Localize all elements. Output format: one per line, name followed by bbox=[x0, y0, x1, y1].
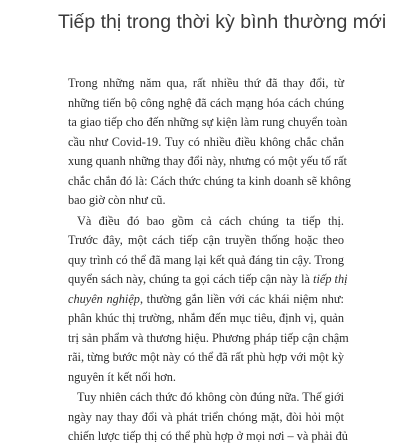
paragraph-2 bbox=[68, 212, 349, 388]
text-line: phân khúc thị trường, nhắm đến mục tiêu, định vị, quản bbox=[68, 311, 344, 325]
text-line: rãi, từng bước một này có thể đã rất phù hợp với một kỳ bbox=[68, 350, 344, 364]
text-segment: , thường gắn liền với các khái niệm như: bbox=[139, 291, 344, 306]
text-line bbox=[68, 270, 348, 290]
text-line: nguyên ít kết nối hơn. bbox=[68, 369, 176, 384]
chapter-title: Tiếp thị trong thời kỳ bình thường mới bbox=[58, 11, 387, 33]
text-line: ngày nay thay đổi và phát triển chóng mặt, đòi hỏi một bbox=[68, 409, 344, 424]
text-line: chiến lược tiếp thị có thể phù hợp ở mọi nơi – và phải đủ bbox=[68, 429, 348, 443]
text-line: ta giao tiếp cho đến những sự kiện làm rung chuyển toàn bbox=[68, 115, 348, 129]
text-line: quy trình có thể đã mang lại kết quả đáng tin cậy. Trong bbox=[68, 252, 344, 267]
paragraph-1 bbox=[68, 74, 351, 211]
text-line: chắc chắn đó là: Cách thức chúng ta kinh doanh sẽ không bbox=[68, 173, 351, 188]
text-line: những tiến bộ công nghệ đã cách mạng hóa cách chúng bbox=[68, 95, 344, 110]
text-segment: quyển sách này, chúng ta gọi cách tiếp cận này là bbox=[68, 272, 310, 286]
text-line: cầu như Covid-19. Tuy có nhiều điều không chắc chắn bbox=[68, 134, 344, 149]
text-line: bao giờ còn như cũ. bbox=[68, 193, 166, 207]
text-line: Tuy nhiên cách thức đó không còn đúng nữa. Thế giới bbox=[77, 390, 344, 404]
text-line: trị sản phẩm và thương hiệu. Phương pháp tiếp cận chậm bbox=[68, 330, 349, 345]
text-line: Trong những năm qua, rất nhiều thứ đã thay đổi, từ bbox=[68, 76, 344, 90]
paragraph-3 bbox=[68, 388, 348, 447]
italic-term: chuyên nghiệp bbox=[68, 291, 140, 306]
text-line: Trước đây, một cách tiếp cận truyền thống hoặc theo bbox=[68, 233, 344, 247]
text-line bbox=[68, 290, 344, 310]
text-line: xung quanh những thay đổi này, nhưng có một yếu tố rất bbox=[68, 154, 347, 168]
body-text bbox=[68, 74, 351, 447]
text-line: Và điều đó bao gồm cả cách chúng ta tiếp thị. bbox=[77, 213, 344, 228]
italic-term: tiếp thị bbox=[313, 272, 348, 286]
